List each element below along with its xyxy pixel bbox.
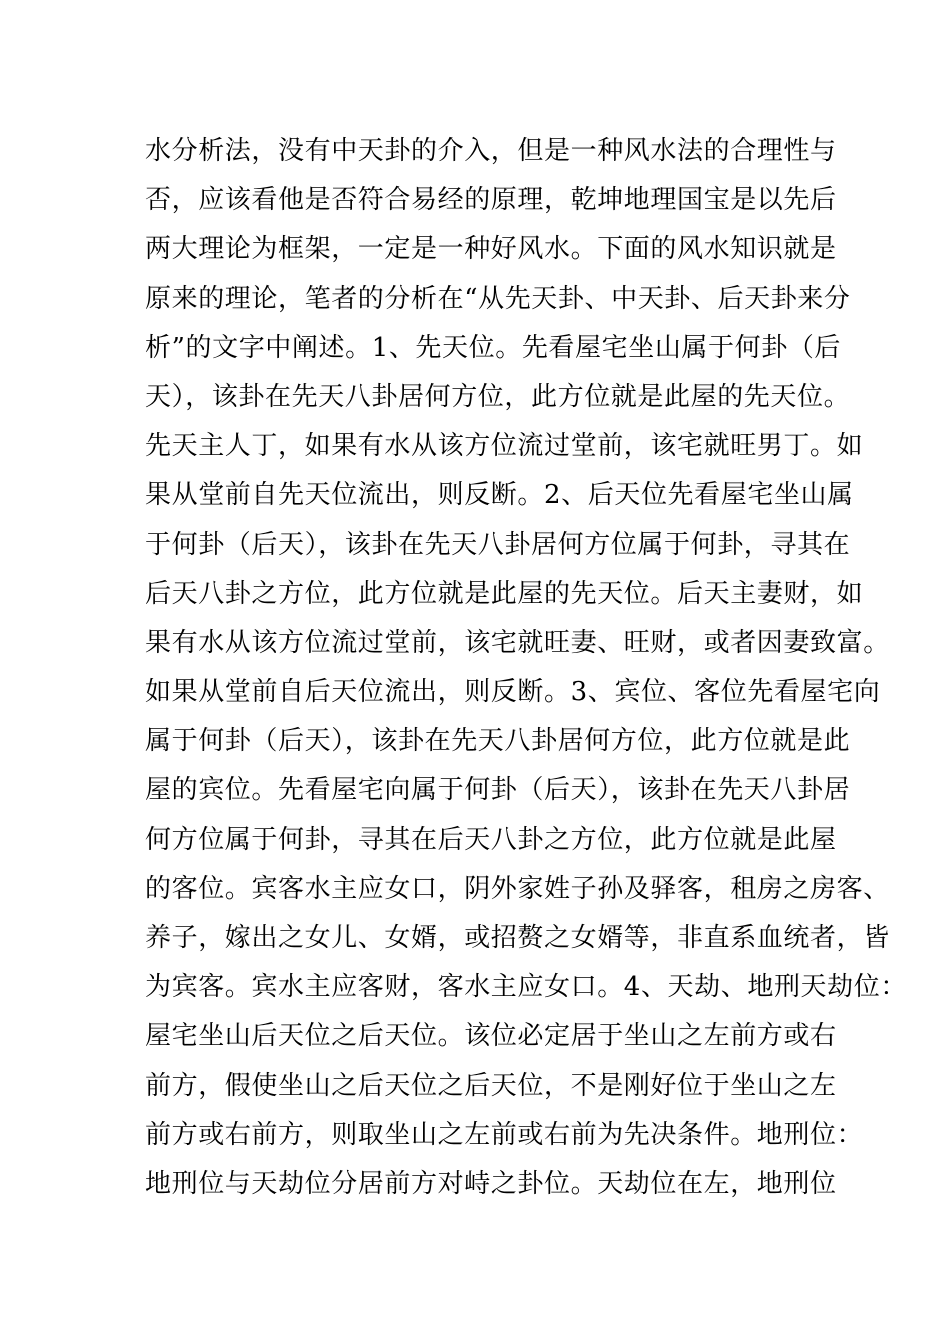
text-line: 的客位。宾客水主应女口，阴外家姓子孙及驿客，租房之房客、	[145, 873, 890, 904]
text-line: 地刑位与天劫位分居前方对峙之卦位。天劫位在左，地刑位	[145, 1168, 837, 1199]
text-line: 析”的文字中阐述。1、先天位。先看屋宅坐山属于何卦（后	[145, 332, 842, 363]
text-line: 果从堂前自先天位流出，则反断。2、后天位先看屋宅坐山属	[145, 480, 854, 511]
text-line: 先天主人丁，如果有水从该方位流过堂前，该宅就旺男丁。如	[145, 431, 864, 462]
text-line: 天），该卦在先天八卦居何方位，此方位就是此屋的先天位。	[145, 381, 851, 412]
text-line: 何方位属于何卦，寻其在后天八卦之方位，此方位就是此屋	[145, 824, 837, 855]
text-line: 否，应该看他是否符合易经的原理，乾坤地理国宝是以先后	[145, 185, 837, 216]
text-line: 两大理论为框架，一定是一种好风水。下面的风水知识就是	[145, 234, 837, 265]
text-line: 如果从堂前自后天位流出，则反断。3、宾位、客位先看屋宅向	[145, 677, 881, 708]
text-line: 养子，嫁出之女儿、女婿，或招赘之女婿等，非直系血统者，皆	[145, 923, 890, 953]
text-line: 后天八卦之方位，此方位就是此屋的先天位。后天主妻财，如	[145, 578, 864, 609]
text-line: 屋宅坐山后天位之后天位。该位必定居于坐山之左前方或右	[145, 1021, 837, 1052]
body-text	[145, 131, 907, 1213]
text-line: 为宾客。宾水主应客财，客水主应女口。4、天劫、地刑天劫位：	[145, 972, 907, 1003]
text-line: 屋的宾位。先看屋宅向属于何卦（后天），该卦在先天八卦居	[145, 775, 851, 806]
text-line: 属于何卦（后天），该卦在先天八卦居何方位，此方位就是此	[145, 726, 851, 757]
text-line: 于何卦（后天），该卦在先天八卦居何方位属于何卦，寻其在	[145, 529, 851, 560]
text-line: 原来的理论，笔者的分析在“从先天卦、中天卦、后天卦来分	[145, 283, 851, 314]
text-line: 前方或右前方，则取坐山之左前或右前为先决条件。地刑位：	[145, 1119, 864, 1150]
text-line: 果有水从该方位流过堂前，该宅就旺妻、旺财，或者因妻致富。	[145, 627, 890, 658]
text-line: 水分析法，没有中天卦的介入，但是一种风水法的合理性与	[145, 136, 837, 166]
text-line: 前方，假使坐山之后天位之后天位，不是刚好位于坐山之左	[145, 1070, 837, 1101]
